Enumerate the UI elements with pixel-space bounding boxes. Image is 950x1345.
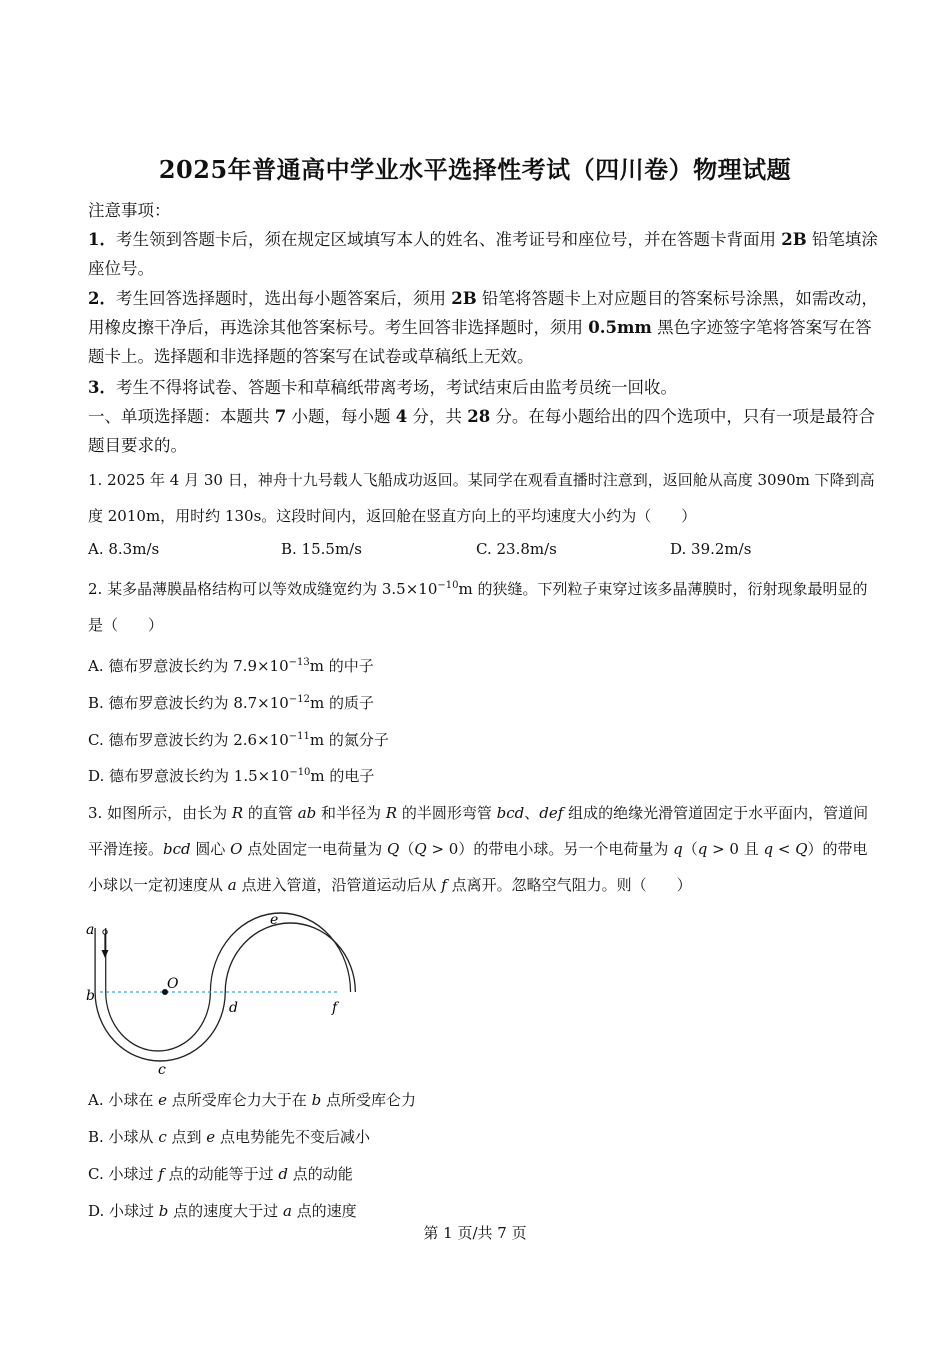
- q2-option-d[interactable]: D. 德布罗意波长约为 $1.5\times 10^{-10}m$ 的电子: [88, 767, 375, 785]
- q2-option-a[interactable]: A. 德布罗意波长约为 $7.9\times 10^{-13}m$ 的中子: [88, 657, 374, 675]
- q3-option-a[interactable]: A. 小球在 e 点所受库仑力大于在 b 点所受库仑力: [88, 1091, 416, 1109]
- label-O: O: [167, 976, 179, 992]
- notice-item-3: 3．考生不得将试卷、答题卡和草稿纸带离考场，考试结束后由监考员统一回收。: [88, 378, 677, 397]
- q3-option-d[interactable]: D. 小球过 b 点的速度大于过 a 点的速度: [88, 1202, 357, 1220]
- page-footer: 第 1 页/共 7 页: [423, 1224, 527, 1242]
- label-c: c: [158, 1062, 166, 1078]
- q2-option-b[interactable]: B. 德布罗意波长约为 $8.7\times 10^{-12}m$ 的质子: [88, 694, 374, 712]
- notice-item-1: 1．考生领到答题卡后，须在规定区域填写本人的姓名、准考证号和座位号，并在答题卡背面用 2B 铅笔填涂座位号。: [88, 230, 878, 278]
- section-heading: 一、单项选择题：本题共 7 小题，每小题 4 分，共 28 分。在每小题给出的四个选项中，只有一项是最符合题目要求的。: [88, 407, 875, 455]
- notice-heading: 注意事项：: [88, 201, 171, 220]
- label-b: b: [86, 988, 95, 1004]
- label-a: a: [86, 922, 95, 938]
- entry-point: [103, 930, 107, 934]
- pipe-inner-wall: [106, 913, 351, 1051]
- q1-option-a[interactable]: A. 8.3m/s: [88, 540, 160, 558]
- q1-option-d[interactable]: D. 39.2m/s: [670, 540, 752, 558]
- label-f: f: [332, 1000, 338, 1016]
- q2-option-c[interactable]: C. 德布罗意波长约为 $2.6\times 10^{-11}m$ 的氮分子: [88, 731, 389, 749]
- q3-option-b[interactable]: B. 小球从 c 点到 e 点电势能先不变后减小: [88, 1128, 370, 1146]
- question-1-stem: 1. 2025 年 4 月 30 日，神舟十九号载人飞船成功返回。某同学在观看直播时注意到，返回舱从高度 3090m 下降到高度 2010m，用时约 130s。这段时间内，返回舱在竖直方向上的平均速度大小约为（ ）: [88, 471, 875, 525]
- label-e: e: [270, 912, 279, 928]
- pipe-diagram: [80, 908, 360, 1078]
- notice-item-2: 2．考生回答选择题时，选出每小题答案后，须用 2B 铅笔将答题卡上对应题目的答案标号涂黑，如需改动，用橡皮擦干净后，再选涂其他答案标号。考生回答非选择题时，须用 0.5mm 黑色字迹签字笔将答案写在答题卡上。选择题和非选择题的答案写在试卷或草稿纸上无效。: [88, 289, 878, 366]
- question-3-stem: 3. 如图所示，由长为 R 的直管 ab 和半径为 R 的半圆形弯管 bcd、def 组成的绝缘光滑管道固定于水平面内，管道间平滑连接。bcd 圆心 O 点处固定一电荷量为 Q（Q > 0）的带电小球。另一个电荷量为 q（q > 0 且 q < Q）的带电小球以一定初速度从 a 点进入管道，沿管道运动后从 f 点离开。忽略空气阻力。则（ ）: [88, 804, 869, 894]
- page-title: 2025年普通高中学业水平选择性考试（四川卷）物理试题: [158, 155, 792, 184]
- q3-option-c[interactable]: C. 小球过 f 点的动能等于过 d 点的动能: [88, 1165, 353, 1183]
- q1-option-c[interactable]: C. 23.8m/s: [476, 540, 557, 558]
- q1-option-b[interactable]: B. 15.5m/s: [281, 540, 362, 558]
- question-2-stem: 2. 某多晶薄膜晶格结构可以等效成缝宽约为 $3.5\times 10^{-10}m$ 的狭缝。下列粒子束穿过该多晶薄膜时，衍射现象最明显的是（ ）: [88, 580, 868, 634]
- question-1-options: [88, 540, 878, 568]
- entry-arrow-head: [102, 950, 109, 958]
- label-d: d: [229, 1000, 238, 1016]
